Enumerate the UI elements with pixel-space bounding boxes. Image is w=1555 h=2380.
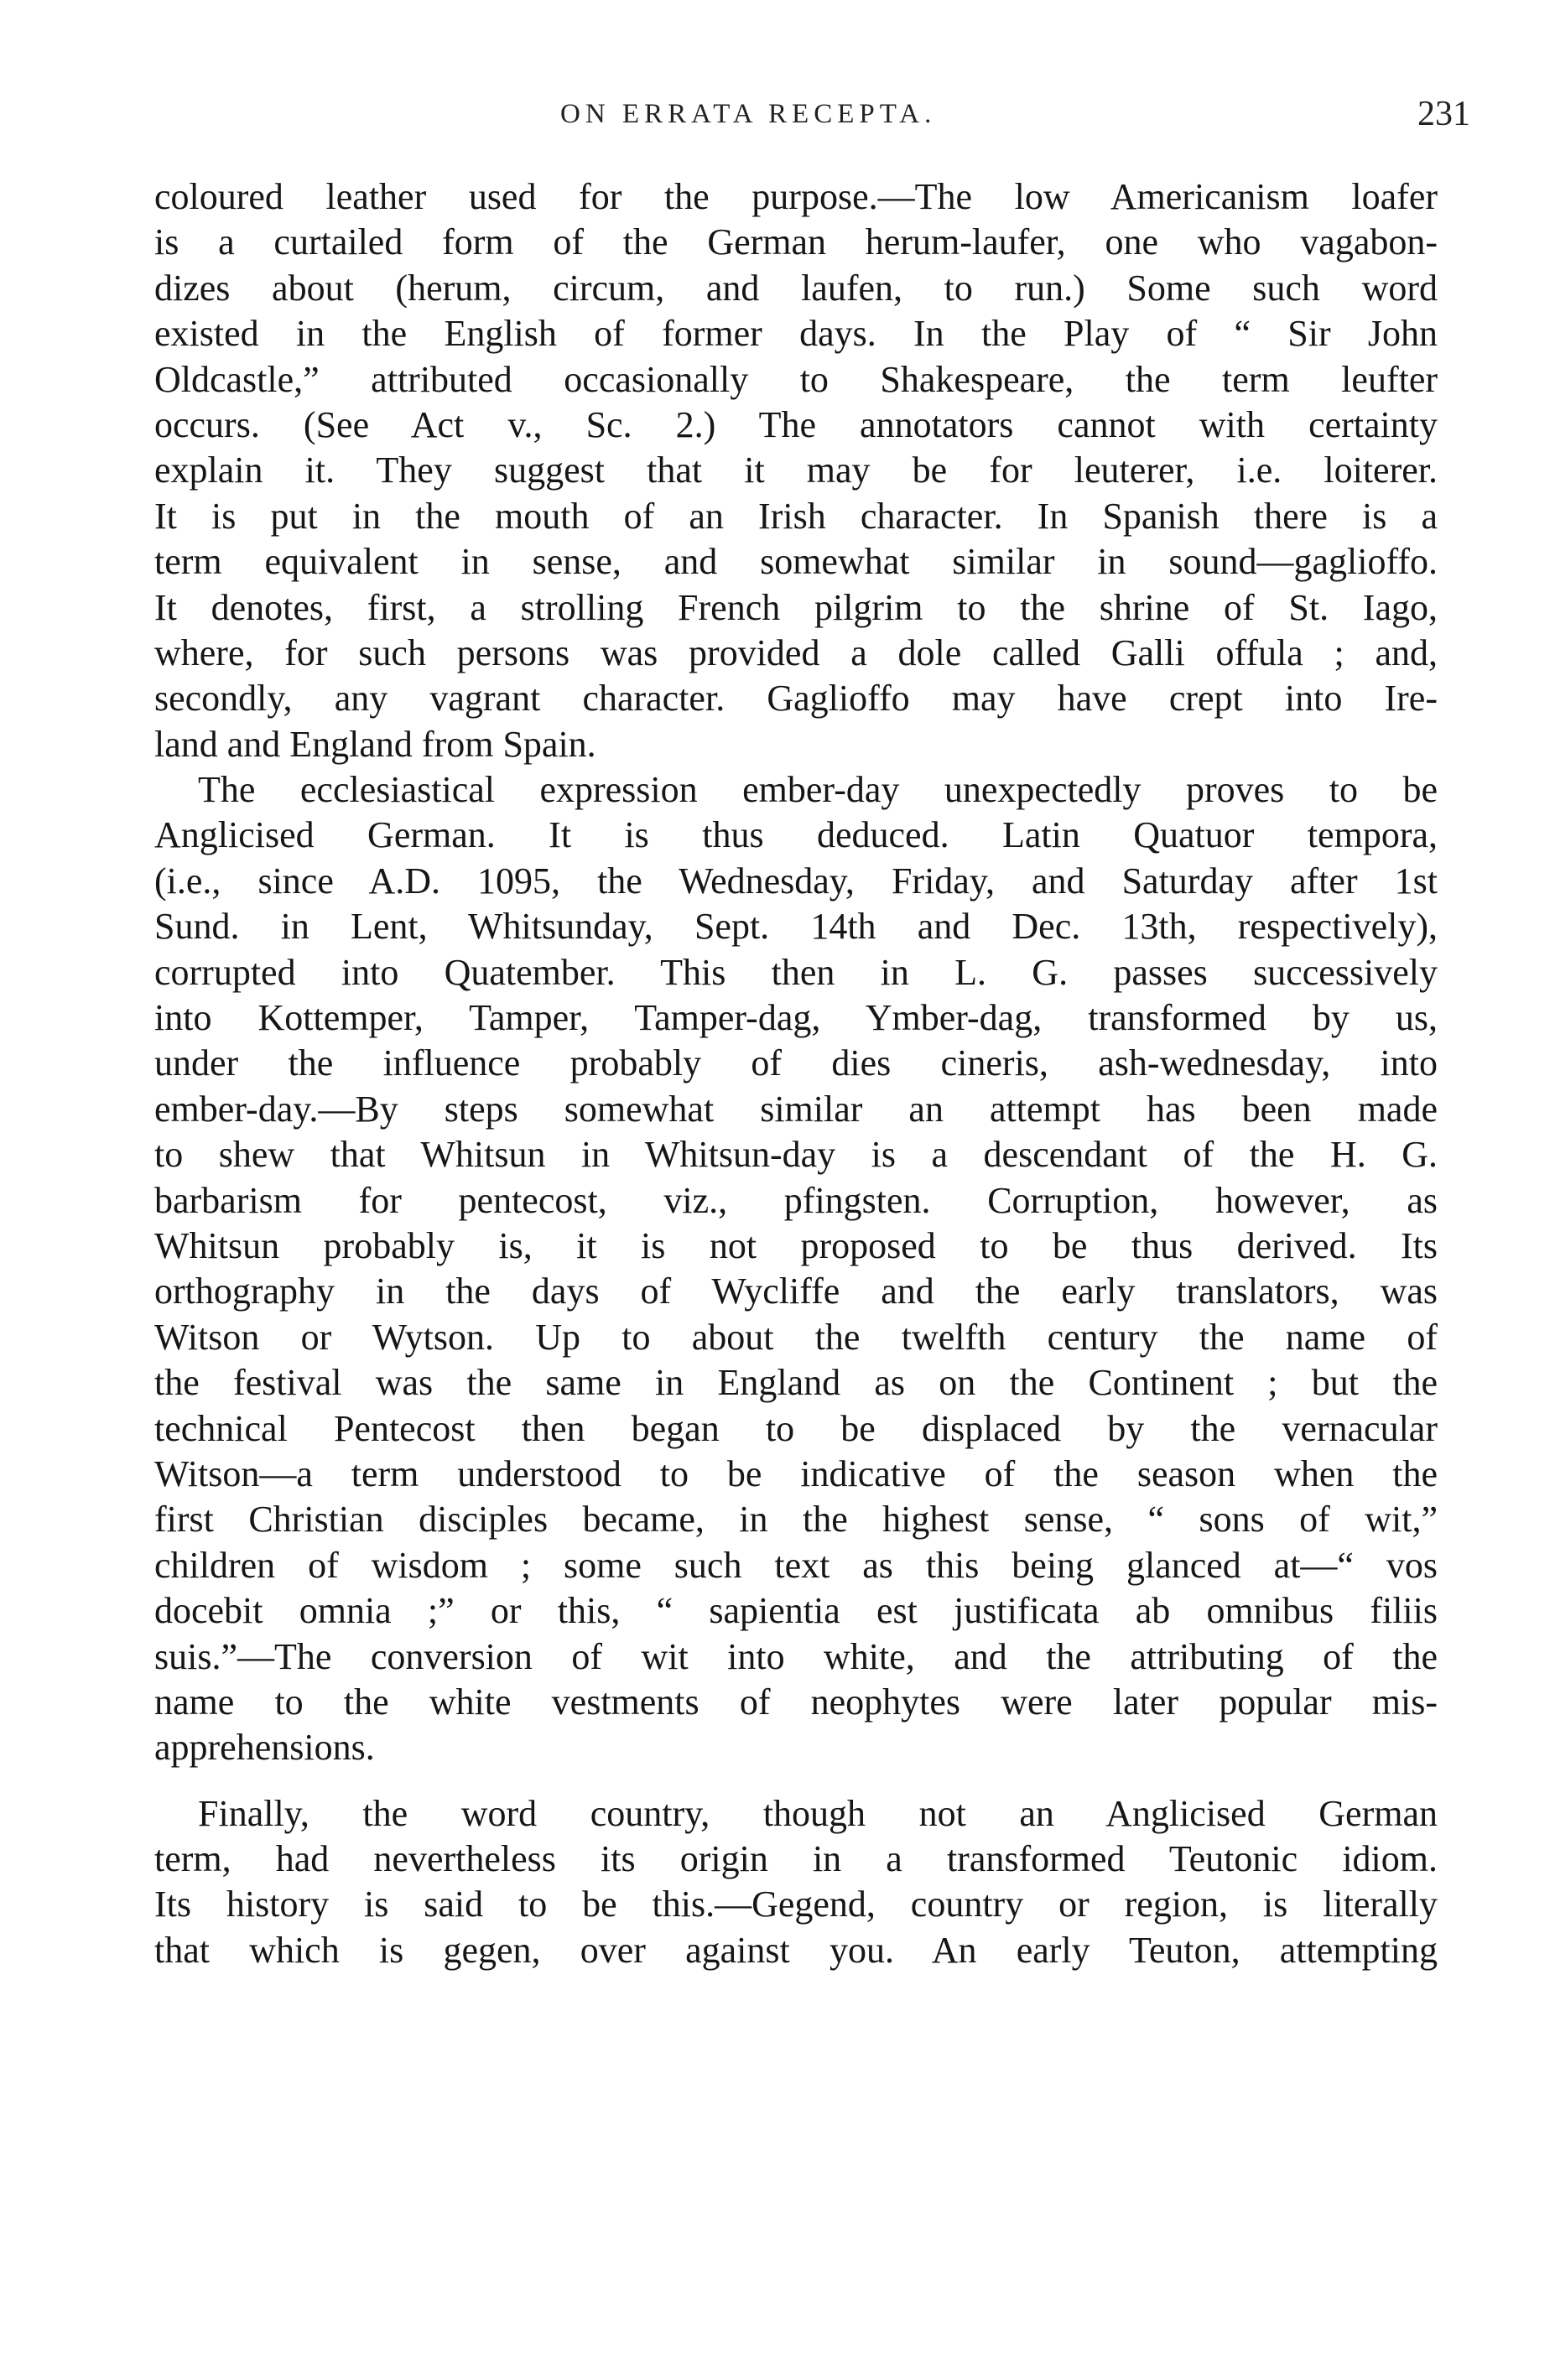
text-line: secondly, any vagrant character. Gaglioffo may have crept into Ire- — [154, 678, 1438, 720]
text-line: coloured leather used for the purpose.—The low Americanism loafer — [154, 176, 1438, 217]
text-line: children of wisdom ; some such text as this being glanced at—“ vos — [154, 1544, 1438, 1586]
text-line: It is put in the mouth of an Irish character. In Spanish there is a — [154, 495, 1438, 537]
text-line: technical Pentecost then began to be displaced by the vernacular — [154, 1407, 1438, 1449]
body-text — [154, 174, 1438, 1973]
text-line: suis.”—The conversion of wit into white, and the attributing of the — [154, 1635, 1438, 1677]
text-line: corrupted into Quatember. This then in L. G. passes successively — [154, 951, 1438, 993]
text-line: that which is gegen, over against you. An early Teuton, attempting — [154, 1929, 1438, 1971]
text-line: Finally, the word country, though not an Anglicised German — [198, 1792, 1438, 1834]
text-line: name to the white vestments of neophytes were later popular mis- — [154, 1681, 1438, 1723]
text-line: Its history is said to be this.—Gegend, country or region, is literally — [154, 1884, 1438, 1925]
text-line: Whitsun probably is, it is not proposed to be thus derived. Its — [154, 1224, 1438, 1266]
text-line: occurs. (See Act v., Sc. 2.) The annotators cannot with certainty — [154, 403, 1438, 445]
page-number: 231 — [1417, 95, 1470, 133]
text-line: Oldcastle,” attributed occasionally to Shakespeare, the term leufter — [154, 358, 1438, 400]
text-line: under the influence probably of dies cineris, ash-wednesday, into — [154, 1042, 1438, 1084]
text-line: Witson—a term understood to be indicative of the season when the — [154, 1452, 1438, 1494]
text-line: to shew that Whitsun in Whitsun-day is a descendant of the H. G. — [154, 1134, 1438, 1176]
text-line: dizes about (herum, circum, and laufen, to run.) Some such word — [154, 267, 1438, 309]
running-title: ON ERRATA RECEPTA. — [560, 99, 937, 129]
text-line: into Kottemper, Tamper, Tamper-dag, Ymber-dag, transformed by us, — [154, 997, 1438, 1039]
paragraph-country — [154, 1791, 1438, 1974]
text-line: existed in the English of former days. In the Play of “ Sir John — [154, 313, 1438, 355]
text-line: The ecclesiastical expression ember-day unexpectedly proves to be — [198, 769, 1438, 811]
text-line: first Christian disciples became, in the highest sense, “ sons of wit,” — [154, 1499, 1438, 1541]
paragraph-spacer — [154, 1771, 1438, 1791]
text-line: ember-day.—By steps somewhat similar an attempt has been made — [154, 1088, 1438, 1130]
text-line: orthography in the days of Wycliffe and the early translators, was — [154, 1271, 1438, 1312]
text-line: Anglicised German. It is thus deduced. Latin Quatuor tempora, — [154, 814, 1438, 856]
paragraph-ember-day — [154, 767, 1438, 1771]
text-line: term, had nevertheless its origin in a transformed Teutonic idiom. — [154, 1838, 1438, 1880]
text-line: (i.e., since A.D. 1095, the Wednesday, Friday, and Saturday after 1st — [154, 860, 1438, 902]
text-line: apprehensions. — [154, 1727, 375, 1769]
text-line: Sund. in Lent, Whitsunday, Sept. 14th and Dec. 13th, respectively), — [154, 906, 1438, 948]
text-line: where, for such persons was provided a dole called Galli offula ; and, — [154, 631, 1438, 673]
text-line: docebit omnia ;” or this, “ sapientia est justificata ab omnibus filiis — [154, 1590, 1438, 1632]
text-line: It denotes, first, a strolling French pilgrim to the shrine of St. Iago, — [154, 586, 1438, 628]
text-line: is a curtailed form of the German herum-laufer, one who vagabon- — [154, 221, 1438, 263]
text-line: explain it. They suggest that it may be for leuterer, i.e. loiterer. — [154, 449, 1438, 491]
text-line: Witson or Wytson. Up to about the twelfth century the name of — [154, 1316, 1438, 1358]
paragraph-loafer — [154, 174, 1438, 767]
text-line: barbarism for pentecost, viz., pfingsten. Corruption, however, as — [154, 1179, 1438, 1221]
text-line: the festival was the same in England as on the Continent ; but the — [154, 1362, 1438, 1404]
text-line: land and England from Spain. — [154, 723, 596, 765]
running-header — [0, 95, 1555, 149]
text-line: term equivalent in sense, and somewhat similar in sound—gaglioffo. — [154, 541, 1438, 583]
